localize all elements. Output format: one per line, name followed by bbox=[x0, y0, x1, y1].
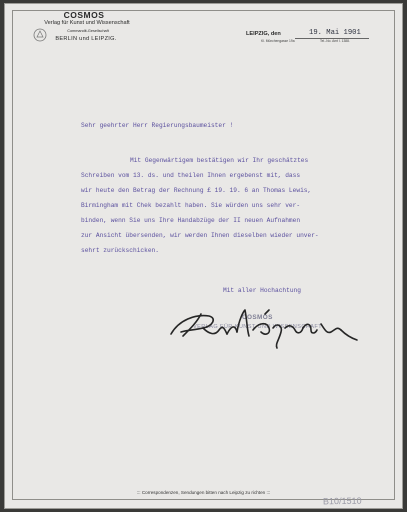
letterhead-cities: BERLIN und LEIPZIG. bbox=[55, 36, 117, 42]
letterhead-address: Kl. Münchengasse 19a bbox=[261, 39, 295, 43]
letter-date: 19. Mai 1901 bbox=[309, 29, 361, 37]
letter-sheet bbox=[4, 3, 403, 509]
letterhead-tagline: Verlag für Kunst und Wissenschaft bbox=[44, 20, 130, 26]
body-line: Birmingham mit Chek bezahlt haben. Sie würden uns sehr ver- bbox=[81, 202, 301, 209]
body-line: wir heute den Betrag der Rechnung £ 19. 19. 6 an Thomas Lewis, bbox=[81, 187, 312, 194]
body-line: sehrt zurückschicken. bbox=[81, 247, 159, 254]
footer-note: ::: Correspondenzen, Sendungen bitten nach Leipzig zu richten ::: bbox=[136, 490, 271, 495]
handwritten-signature bbox=[165, 300, 365, 352]
archive-number: B10/1510 bbox=[322, 495, 362, 507]
letterhead-place: LEIPZIG, den bbox=[246, 31, 281, 37]
publisher-emblem-icon bbox=[32, 27, 48, 43]
body-line: Schreiben vom 13. ds. und theilen Ihnen ergebenst mit, dass bbox=[81, 172, 301, 179]
stamp-brand: COSMOS bbox=[242, 314, 273, 321]
stamp-line: VERLAG FÜR KUNST UND WISSENSCHAFT bbox=[193, 324, 323, 330]
letterhead-brand: COSMOS bbox=[63, 10, 105, 20]
body-line: zur Ansicht übersenden, wir werden Ihnen dieselben wieder unver- bbox=[81, 232, 319, 239]
closing: Mit aller Hochachtung bbox=[223, 287, 301, 294]
letterhead-company-type: Commandit-Gesellschaft bbox=[67, 29, 109, 33]
salutation: Sehr geehrter Herr Regierungsbaumeister ! bbox=[81, 122, 234, 129]
body-line: Mit Gegenwärtigem bestätigen wir Ihr geschätztes bbox=[130, 157, 309, 164]
body-line: binden, wenn Sie uns Ihre Handabzüge der II neuen Aufnahmen bbox=[81, 217, 301, 224]
page-border bbox=[12, 10, 395, 500]
letterhead-phone: Tel.-No. Amt I. 1388. bbox=[320, 39, 350, 43]
